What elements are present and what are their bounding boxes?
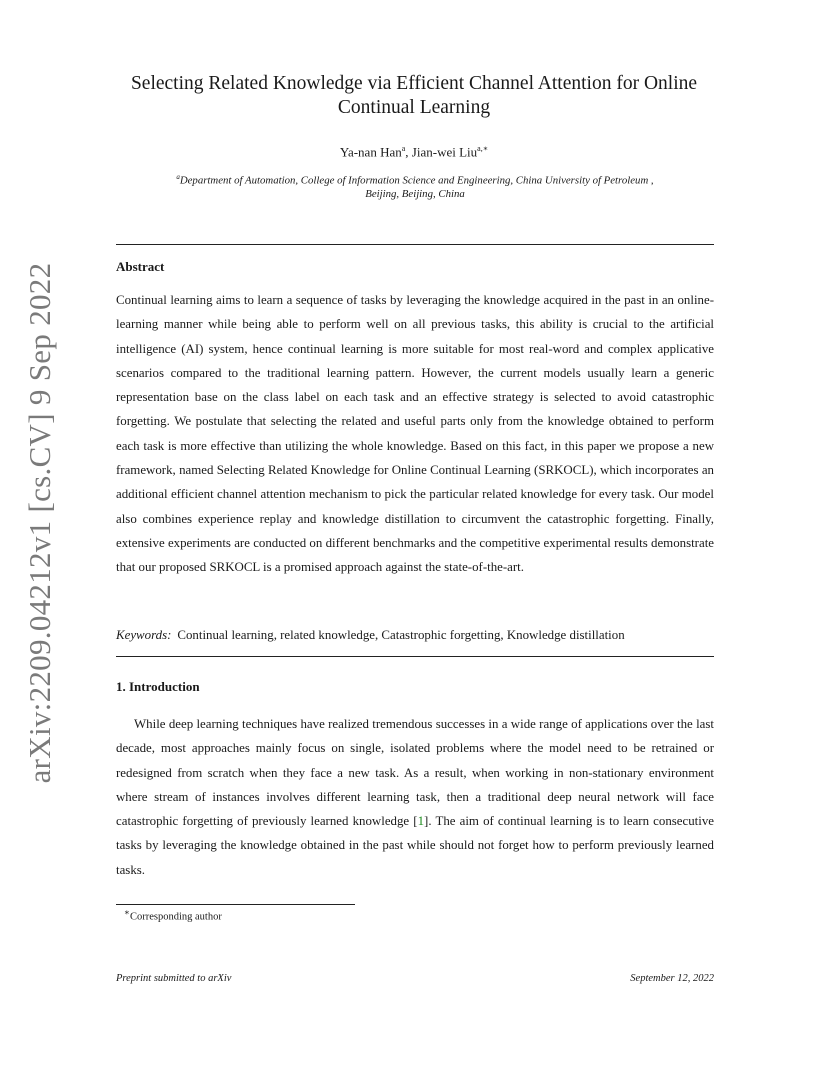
affiliation-line-2: Beijing, Beijing, China <box>365 188 465 201</box>
keywords-list: Continual learning, related knowledge, Catastrophic forgetting, Knowledge distillation <box>177 628 625 642</box>
author-affiliation-mark: a,∗ <box>477 144 489 153</box>
abstract-text: Continual learning aims to learn a sequence of tasks by leveraging the knowledge acquired in the past in an online-learning manner while being able to perform well on all previous tasks, this ability is crucial to the artificial intelligence (AI) system, hence continual learning is more suitable for most real-word and complex applicative scenarios compared to the traditional learning pattern. However, the current models usually learn a generic representation base on the class label on each task and an effective strategy is selected to avoid catastrophic forgetting. We postulate that selecting the related and useful parts only from the knowledge obtained to perform each task is more effective than utilizing the whole knowledge. Based on this fact, in this paper we propose a new framework, named Selecting Related Knowledge for Online Continual Learning (SRKOCL), which incorporates an additional efficient channel attention mechanism to pick the particular related knowledge for every task. Our model also combines experience replay and knowledge distillation to circumvent the catastrophic forgetting. Finally, extensive experiments are conducted on different benchmarks and the competitive experimental results demonstrate that our proposed SRKOCL is a promised approach against the state-of-the-art. <box>116 293 714 575</box>
abstract-top-rule <box>116 244 714 245</box>
footnote-marker: ∗ <box>124 907 130 917</box>
citation-bracket-close: ] <box>424 814 429 829</box>
affiliation-line-1: Department of Automation, College of Information Science and Engineering, China University of Petroleum , <box>179 174 654 187</box>
introduction-paragraph <box>116 712 714 882</box>
citation-link[interactable]: 1 <box>417 814 425 829</box>
arxiv-identifier-stamp: arXiv:2209.04212v1 [cs.CV] 9 Sep 2022 <box>22 262 57 784</box>
abstract-bottom-rule <box>116 656 714 657</box>
author-name: Jian-wei Liu <box>411 144 478 160</box>
paper-title <box>100 72 728 120</box>
footer-date: September 12, 2022 <box>630 973 714 984</box>
title-line-2: Continual Learning <box>337 97 491 118</box>
footnote <box>124 907 222 923</box>
section-heading-introduction: 1. Introduction <box>116 679 200 694</box>
footnote-rule <box>116 904 355 905</box>
author-affiliation-mark: a <box>401 144 406 153</box>
citation-bracket-open: [ <box>413 814 418 829</box>
footnote-text: Corresponding author <box>129 911 222 923</box>
keywords-line <box>116 628 714 643</box>
abstract-heading: Abstract <box>116 259 165 274</box>
keywords-label: Keywords: <box>116 628 172 642</box>
author-name: Ya-nan Han <box>339 144 402 160</box>
author-list <box>100 144 728 160</box>
affiliation-mark: a <box>176 173 180 181</box>
author-separator: , <box>405 144 412 160</box>
introduction-text-part-2: . The aim of continual learning is to learn consecutive tasks by leveraging the knowledge obtained in the past while should not forget how to perform previously learned tasks. <box>116 814 714 877</box>
affiliation <box>116 171 714 202</box>
title-line-1: Selecting Related Knowledge via Efficient Channel Attention for Online <box>130 73 698 94</box>
introduction-text-part-1: While deep learning techniques have realized tremendous successes in a wide range of applications over the last decade, most approaches mainly focus on single, isolated problems where the model need to be retrained or redesigned from scratch when they face a new task. As a result, when working in non-stationary environment where stream of instances involves different learning task, then a traditional deep neural network will face catastrophic forgetting of previously learned knowledge <box>116 717 714 829</box>
footer-preprint-note: Preprint submitted to arXiv <box>116 973 232 984</box>
